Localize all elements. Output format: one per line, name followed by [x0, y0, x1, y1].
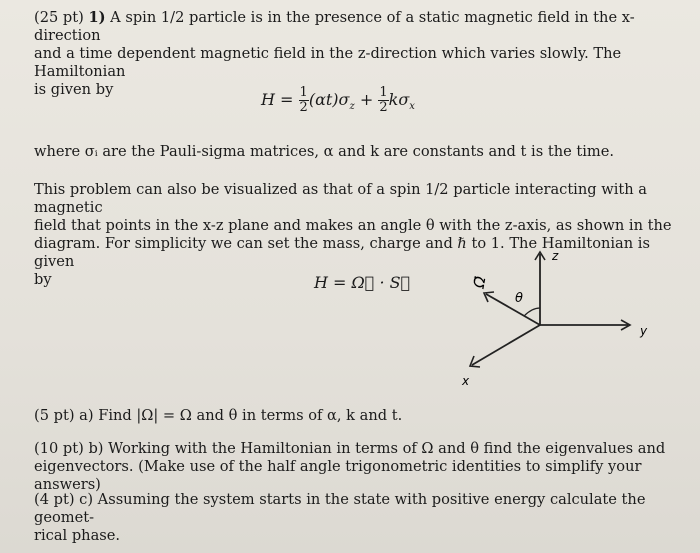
- part-b: (10 pt) b) Working with the Hamiltonian in terms of Ω and θ find the eigenvalues and eigenvectors. (Make use of the half angle trigonometric identities to simplify your answers): [34, 440, 666, 493]
- theta-label: θ: [515, 291, 523, 306]
- y-label: y: [640, 324, 648, 338]
- hamiltonian-omega-equation: H = Ω⃗ · S⃗: [314, 273, 411, 292]
- omega-label: Ω⃗: [469, 275, 490, 290]
- part-c: (4 pt) c) Assuming the system starts in the state with positive energy calculate the geomet- rical phase.: [34, 491, 646, 544]
- hamiltonian-equation: H = $\frac{1}{2}$ $(\alpha t)\sigma_z$ + $\frac{1}{2}$ $k\sigma_x$: [261, 85, 415, 115]
- x-label: x: [462, 374, 470, 388]
- intro-line-2: and a time dependent magnetic field in the z-direction which varies slowly. The Hamiltonian: [34, 45, 622, 80]
- part-a: (5 pt) a) Find |Ω| = Ω and θ in terms of α, k and t.: [34, 407, 403, 424]
- intro-line-1: (25 pt) 1) A spin 1/2 particle is in the presence of a static magnetic field in the x-direction: [34, 9, 635, 44]
- theta-arc: [524, 308, 540, 316]
- visualization-paragraph: This problem can also be visualized as that of a spin 1/2 particle interacting with a magnetic field that points in the x-z plane and makes an angle θ with the z-axis, as shown in the diagram. For simplicity we can set the mass, charge and ℏ to 1. The Hamiltonian is given by: [34, 181, 672, 288]
- fraction-half: $\frac{1}{2}$: [299, 85, 308, 115]
- intro-line-3: is given by: [34, 81, 114, 98]
- fraction-half-2: $\frac{1}{2}$: [379, 85, 388, 115]
- x-axis: [472, 325, 540, 365]
- z-label: z: [552, 249, 559, 263]
- axes-diagram: [450, 240, 680, 390]
- where-line: where σᵢ are the Pauli-sigma matrices, α and k are constants and t is the time.: [34, 143, 615, 160]
